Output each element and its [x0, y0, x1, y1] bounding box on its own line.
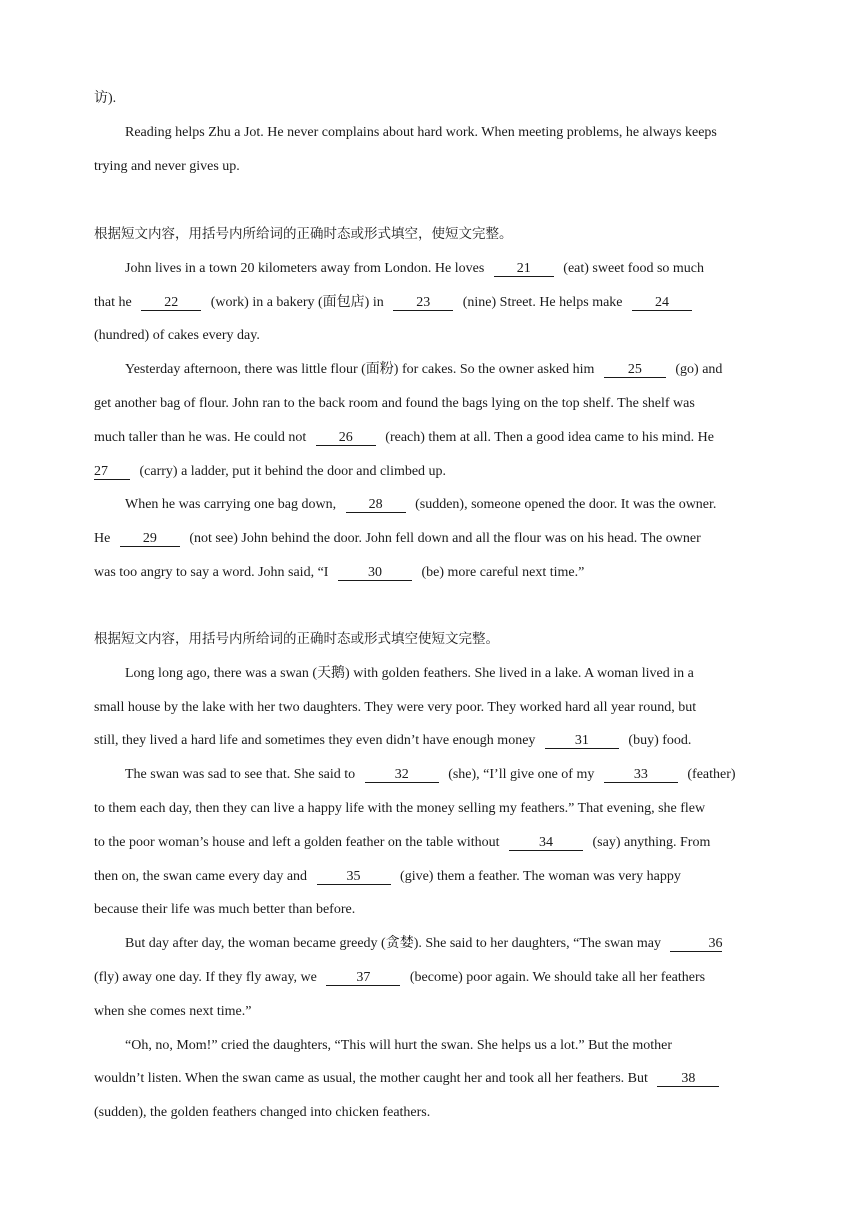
text-segment: (fly) away one day. If they fly away, we — [94, 969, 317, 985]
text-segment: (go) and — [675, 362, 723, 378]
section-2 — [94, 623, 784, 1130]
blank-27[interactable]: 27 — [94, 464, 130, 480]
text-line — [94, 522, 784, 556]
top-passage — [94, 82, 784, 183]
blank-36[interactable]: 36 — [670, 936, 722, 952]
text-segment: (feather) — [687, 767, 736, 783]
text-segment: (not see) John behind the door. John fell down and all the flour was on his head. The owner — [189, 531, 701, 547]
text-segment: was too angry to say a word. John said, “I — [94, 564, 329, 580]
text-line — [94, 421, 784, 455]
blank-24[interactable]: 24 — [632, 295, 692, 311]
text-line: get another bag of flour. John ran to the back room and found the bags lying on the top shelf. The shelf was — [94, 395, 695, 411]
blank-22[interactable]: 22 — [141, 295, 201, 311]
section-1-instruction: 根据短文内容，用括号内所给词的正确时态或形式填空，使短文完整。 — [94, 226, 513, 242]
text-segment: He — [94, 531, 111, 547]
text-line — [94, 927, 784, 961]
text-segment: (nine) Street. He helps make — [462, 294, 623, 310]
text-line: small house by the lake with her two daughters. They were very poor. They worked hard all year round, but — [94, 699, 697, 715]
blank-26[interactable]: 26 — [316, 430, 376, 446]
text-line: (sudden), the golden feathers changed into chicken feathers. — [94, 1105, 431, 1121]
text-line: 访). — [94, 91, 117, 106]
text-segment: (buy) food. — [628, 733, 692, 749]
text-segment: that he — [94, 294, 132, 310]
section-2-instruction: 根据短文内容，用括号内所给词的正确时态或形式填空使短文完整。 — [94, 631, 499, 647]
text-segment: But day after day, the woman became greedy (贪婪). She said to her daughters, “The swan may — [125, 936, 661, 952]
text-line: “Oh, no, Mom!” cried the daughters, “This will hurt the swan. She helps us a lot.” But the mother — [125, 1037, 673, 1053]
text-segment: wouldn’t listen. When the swan came as usual, the mother caught her and took all her feathers. But — [94, 1071, 648, 1087]
blank-21[interactable]: 21 — [494, 261, 554, 277]
blank-38[interactable]: 38 — [657, 1071, 719, 1087]
text-segment: (work) in a bakery (面包店) in — [210, 294, 384, 310]
blank-31[interactable]: 31 — [545, 733, 619, 749]
text-line — [94, 353, 784, 387]
text-segment: (become) poor again. We should take all her feathers — [409, 969, 706, 985]
text-segment: (be) more careful next time.” — [421, 564, 585, 580]
text-line — [94, 455, 784, 489]
blank-23[interactable]: 23 — [393, 295, 453, 311]
blank-28[interactable]: 28 — [346, 497, 406, 513]
blank-32[interactable]: 32 — [365, 767, 439, 783]
text-segment: Yesterday afternoon, there was little flour (面粉) for cakes. So the owner asked him — [125, 362, 595, 378]
text-line — [94, 724, 784, 758]
text-segment: (eat) sweet food so much — [563, 260, 705, 276]
text-line: Long long ago, there was a swan (天鹅) with golden feathers. She lived in a lake. A woman lived in a — [125, 665, 694, 681]
text-segment: John lives in a town 20 kilometers away from London. He loves — [125, 260, 485, 276]
text-segment: When he was carrying one bag down, — [125, 497, 337, 513]
text-line: Reading helps Zhu a Jot. He never complains about hard work. When meeting problems, he always keeps — [125, 124, 717, 140]
text-line: (hundred) of cakes every day. — [94, 328, 260, 344]
text-line — [94, 252, 784, 286]
text-segment: (say) anything. From — [592, 834, 711, 850]
text-segment: (she), “I’ll give one of my — [448, 767, 595, 783]
text-segment: (sudden), someone opened the door. It was the owner. — [415, 497, 717, 513]
blank-34[interactable]: 34 — [509, 835, 583, 851]
text-line — [94, 860, 784, 894]
blank-35[interactable]: 35 — [317, 869, 391, 885]
text-line — [94, 286, 784, 320]
text-line: to them each day, then they can live a happy life with the money selling my feathers.” That evening, she flew — [94, 800, 706, 816]
text-line — [94, 758, 784, 792]
text-line — [94, 556, 784, 590]
text-segment: The swan was sad to see that. She said to — [125, 767, 356, 783]
blank-37[interactable]: 37 — [326, 970, 400, 986]
text-segment: (carry) a ladder, put it behind the door and climbed up. — [139, 463, 447, 479]
text-line: trying and never gives up. — [94, 158, 240, 174]
text-segment: to the poor woman’s house and left a golden feather on the table without — [94, 834, 500, 850]
blank-25[interactable]: 25 — [604, 362, 666, 378]
blank-29[interactable]: 29 — [120, 531, 180, 547]
text-segment: (reach) them at all. Then a good idea came to his mind. He — [385, 429, 714, 445]
text-segment: much taller than he was. He could not — [94, 429, 307, 445]
text-line — [94, 1062, 784, 1096]
text-line: when she comes next time.” — [94, 1003, 252, 1019]
blank-33[interactable]: 33 — [604, 767, 678, 783]
text-segment: (give) them a feather. The woman was very happy — [400, 868, 681, 884]
section-1 — [94, 218, 784, 590]
text-line: because their life was much better than before. — [94, 902, 356, 918]
text-line — [94, 961, 784, 995]
text-line — [94, 826, 784, 860]
text-line — [94, 488, 784, 522]
blank-30[interactable]: 30 — [338, 565, 412, 581]
text-segment: then on, the swan came every day and — [94, 868, 308, 884]
text-segment: still, they lived a hard life and sometimes they even didn’t have enough money — [94, 733, 536, 749]
